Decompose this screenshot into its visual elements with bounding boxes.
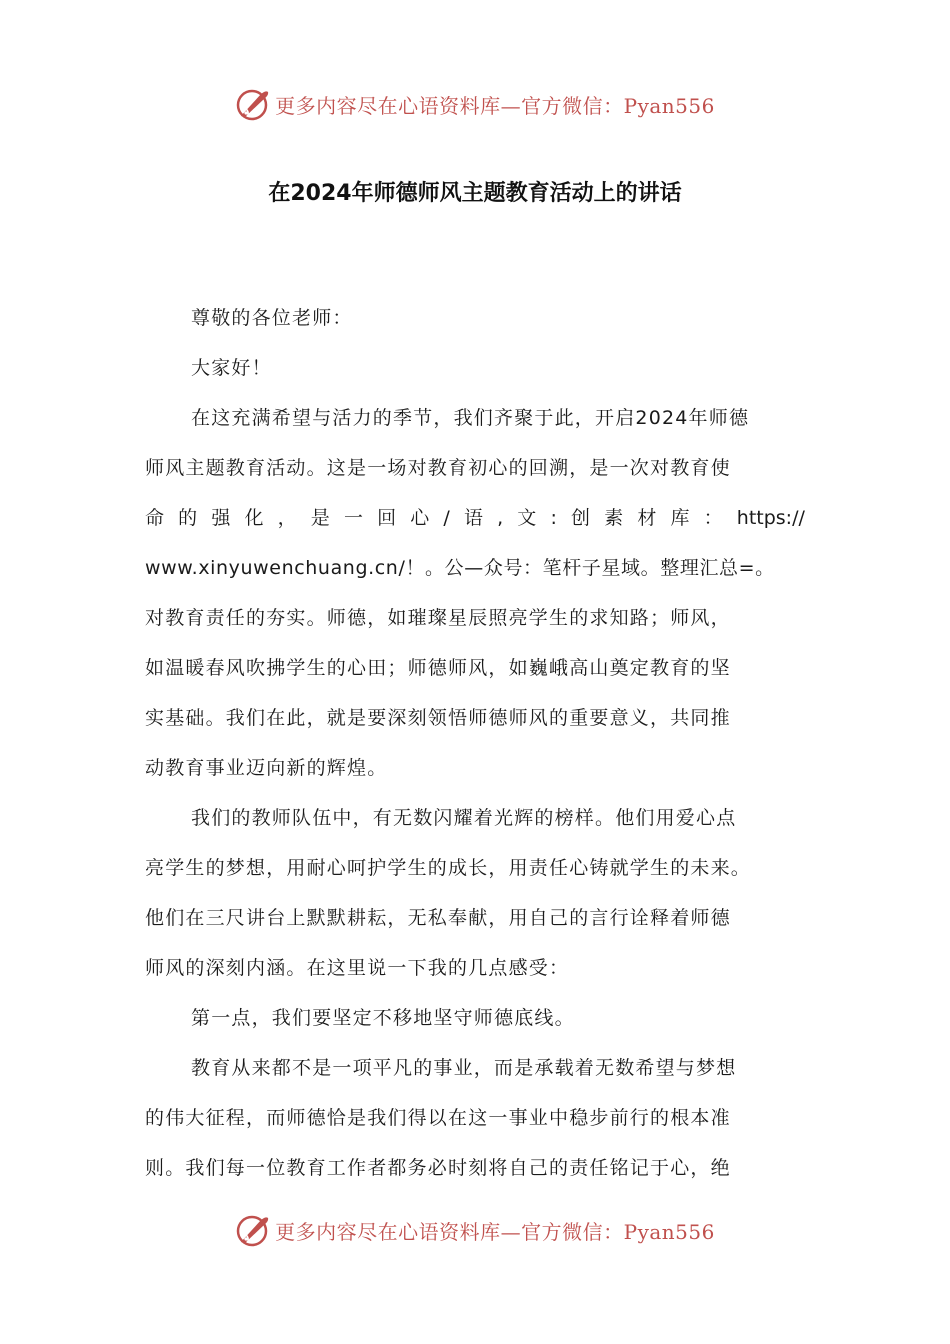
quill-logo-icon [235, 1212, 271, 1248]
header-watermark-banner [0, 84, 950, 124]
footer-watermark-banner [0, 1210, 950, 1250]
text-line: 师风主题教育活动。这是一场对教育初心的回溯，是一次对教育使 [145, 457, 731, 479]
text-line: 动教育事业迈向新的辉煌。 [145, 757, 388, 779]
text-line: 第一点，我们要坚定不移地坚守师德底线。 [191, 1007, 575, 1029]
page-title: 在2024年师德师风主题教育活动上的讲话 [268, 181, 682, 206]
text-line-justified [145, 493, 805, 543]
text-token: 文 [517, 507, 537, 529]
text-token: 化 [244, 507, 264, 529]
text-line: www.xinyuwenchuang.cn/！。公—众号：笔杆子星域。整理汇总=。 [145, 557, 775, 579]
text-token: 命 [145, 507, 165, 529]
text-token: 一 [343, 507, 363, 529]
text-line: 则。我们每一位教育工作者都务必时刻将自己的责任铭记于心，绝 [145, 1157, 731, 1179]
banner-text: 更多内容尽在心语资料库—官方微信：Pyan556 [275, 1219, 715, 1244]
text-token: 语 [463, 507, 483, 529]
text-line: 师风的深刻内涵。在这里说一下我的几点感受： [145, 957, 570, 979]
text-line: 的伟大征程，而师德恰是我们得以在这一事业中稳步前行的根本准 [145, 1107, 731, 1129]
text-token: 强 [211, 507, 231, 529]
text-token: / [443, 507, 450, 529]
text-line: 大家好！ [191, 357, 272, 379]
text-line: 对教育责任的夯实。师德，如璀璨星辰照亮学生的求知路；师风， [145, 607, 731, 629]
text-token: , [497, 507, 504, 529]
text-line: 他们在三尺讲台上默默耕耘，无私奉献，用自己的言行诠释着师德 [145, 907, 731, 929]
text-token: 库 [670, 507, 690, 529]
text-token: ： [703, 507, 723, 529]
text-token: https:// [736, 507, 805, 529]
text-token: 创 [571, 507, 591, 529]
document-body [145, 293, 805, 1193]
text-token: 素 [604, 507, 624, 529]
text-token: 回 [377, 507, 397, 529]
text-line: 教育从来都不是一项平凡的事业，而是承载着无数希望与梦想 [191, 1057, 737, 1079]
text-token: 材 [637, 507, 657, 529]
text-token: ， [277, 507, 297, 529]
text-token: : [550, 507, 557, 529]
text-line: 尊敬的各位老师： [191, 307, 353, 329]
text-line: 亮学生的梦想，用耐心呵护学生的成长，用责任心铸就学生的未来。 [145, 857, 752, 879]
text-token: 是 [310, 507, 330, 529]
text-line: 在这充满希望与活力的季节，我们齐聚于此，开启2024年师德 [191, 407, 750, 429]
quill-logo-icon [235, 86, 271, 122]
text-token: 的 [178, 507, 198, 529]
text-line: 如温暖春风吹拂学生的心田；师德师风，如巍峨高山奠定教育的坚 [145, 657, 731, 679]
text-token: 心 [410, 507, 430, 529]
text-line: 我们的教师队伍中，有无数闪耀着光辉的榜样。他们用爱心点 [191, 807, 737, 829]
text-line: 实基础。我们在此，就是要深刻领悟师德师风的重要意义，共同推 [145, 707, 731, 729]
banner-text: 更多内容尽在心语资料库—官方微信：Pyan556 [275, 93, 715, 118]
